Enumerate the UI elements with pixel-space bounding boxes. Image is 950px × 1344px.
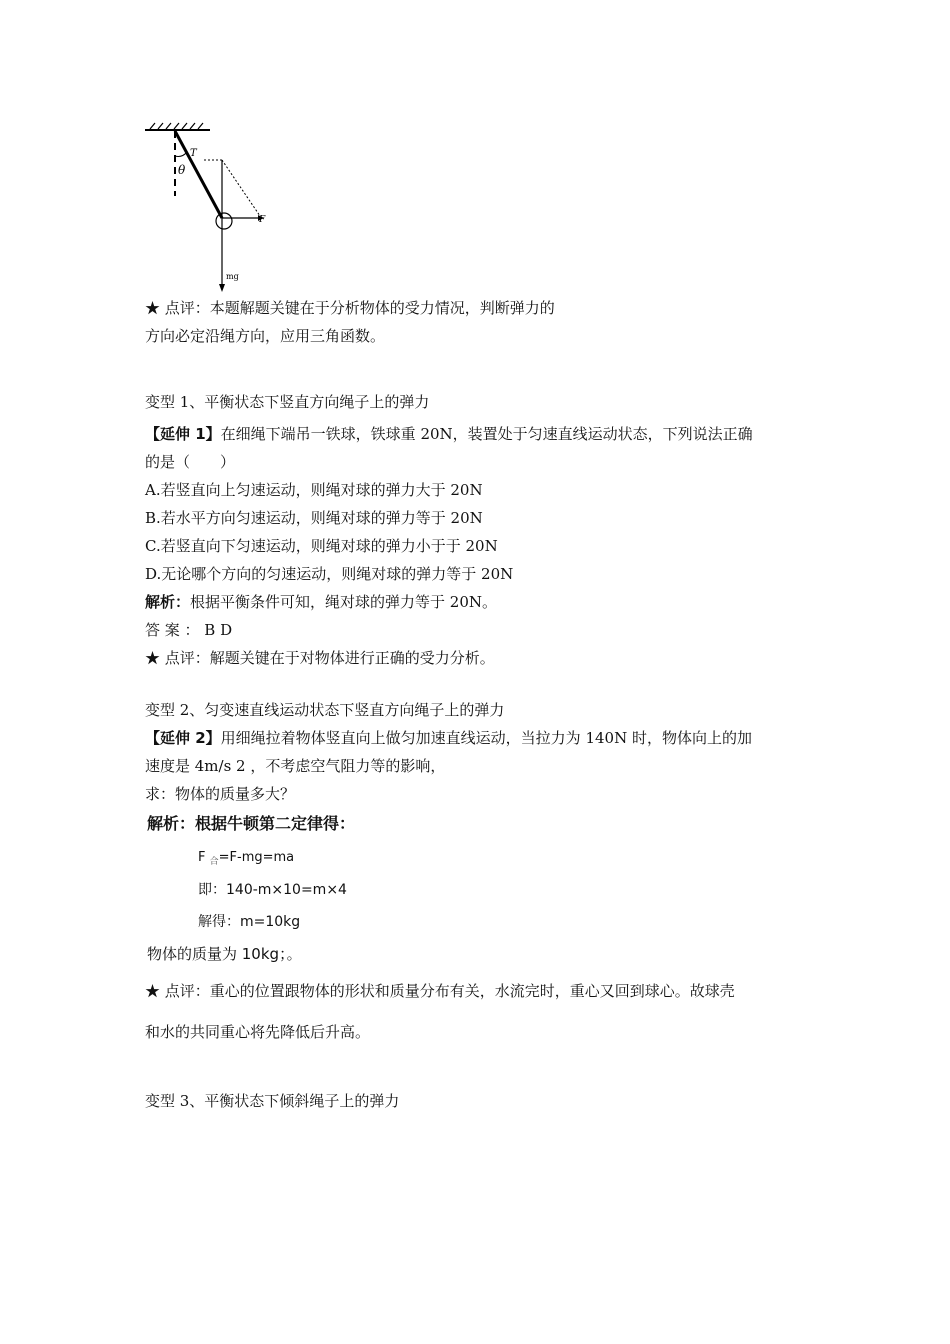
ball [216, 213, 232, 229]
label-t: T [190, 148, 197, 159]
equation-1-subscript: 合 [209, 857, 219, 867]
equation-1-rest: =F-mg=ma [218, 850, 295, 865]
label-mg: mg [226, 272, 239, 281]
analysis-2-result: 物体的质量为 10kg；。 [147, 945, 302, 963]
option-b: B.若水平方向匀速运动，则绳对球的弹力等于 20N [145, 509, 483, 527]
comment-1: ★ 点评：解题关键在于对物体进行正确的受力分析。 [145, 649, 495, 667]
analysis-1-label: 解析： [145, 593, 191, 611]
comment-0-line-1: ★ 点评：本题解题关键在于分析物体的受力情况，判断弹力的 [145, 299, 555, 317]
option-d: D.无论哪个方向的匀速运动，则绳对球的弹力等于 20N [145, 565, 514, 583]
extension-1-text-1: 在细绳下端吊一铁球，铁球重 20N，装置处于匀速直线运动状态，下列说法正确 [220, 425, 753, 443]
equation-1 [198, 848, 294, 872]
extension-2-text-1: 用细绳拉着物体竖直向上做匀加速直线运动，当拉力为 140N 时，物体向上的加 [220, 729, 752, 747]
analysis-1 [145, 592, 497, 612]
equation-3: 解得：m=10kg [198, 914, 301, 930]
analysis-2-heading: 解析：根据牛顿第二定律得： [147, 814, 356, 833]
extension-1-line-1 [145, 424, 753, 444]
variant-3-title: 变型 3、平衡状态下倾斜绳子上的弹力 [145, 1092, 400, 1110]
option-a: A.若竖直向上匀速运动，则绳对球的弹力大于 20N [145, 481, 483, 499]
label-theta: θ [178, 163, 186, 177]
comment-2-line-2: 和水的共同重心将先降低后升高。 [145, 1023, 371, 1041]
force-diagram [140, 118, 280, 298]
variant-1-title: 变型 1、平衡状态下竖直方向绳子上的弹力 [145, 393, 430, 411]
ceiling-hatch [150, 123, 203, 129]
equation-2: 即：140-m×10=m×4 [198, 882, 347, 898]
label-f: F [259, 215, 266, 225]
extension-2-line-1 [145, 728, 752, 748]
extension-1-line-2: 的是（ ） [145, 453, 236, 471]
extension-1-tag: 【延伸 1】 [145, 425, 221, 443]
comment-0-line-2: 方向必定沿绳方向，应用三角函数。 [145, 327, 386, 345]
extension-2-tag: 【延伸 2】 [145, 729, 221, 747]
answer-1: 答 案 ： B D [145, 621, 233, 639]
comment-2-line-1: ★ 点评：重心的位置跟物体的形状和质量分布有关，水流完时，重心又回到球心。故球壳 [145, 982, 735, 1000]
option-c: C.若竖直向下匀速运动，则绳对球的弹力小于于 20N [145, 537, 498, 555]
dotted-diagonal-line [222, 160, 260, 216]
analysis-1-text: 根据平衡条件可知，绳对球的弹力等于 20N。 [190, 593, 497, 611]
equation-1-f: F [198, 850, 206, 865]
variant-2-title: 变型 2、匀变速直线运动状态下竖直方向绳子上的弹力 [145, 701, 505, 719]
extension-2-line-3: 求：物体的质量多大？ [145, 785, 296, 803]
gravity-arrowhead [219, 284, 225, 292]
extension-2-line-2: 速度是 4m/s 2 ，不考虑空气阻力等的影响， [145, 757, 446, 775]
